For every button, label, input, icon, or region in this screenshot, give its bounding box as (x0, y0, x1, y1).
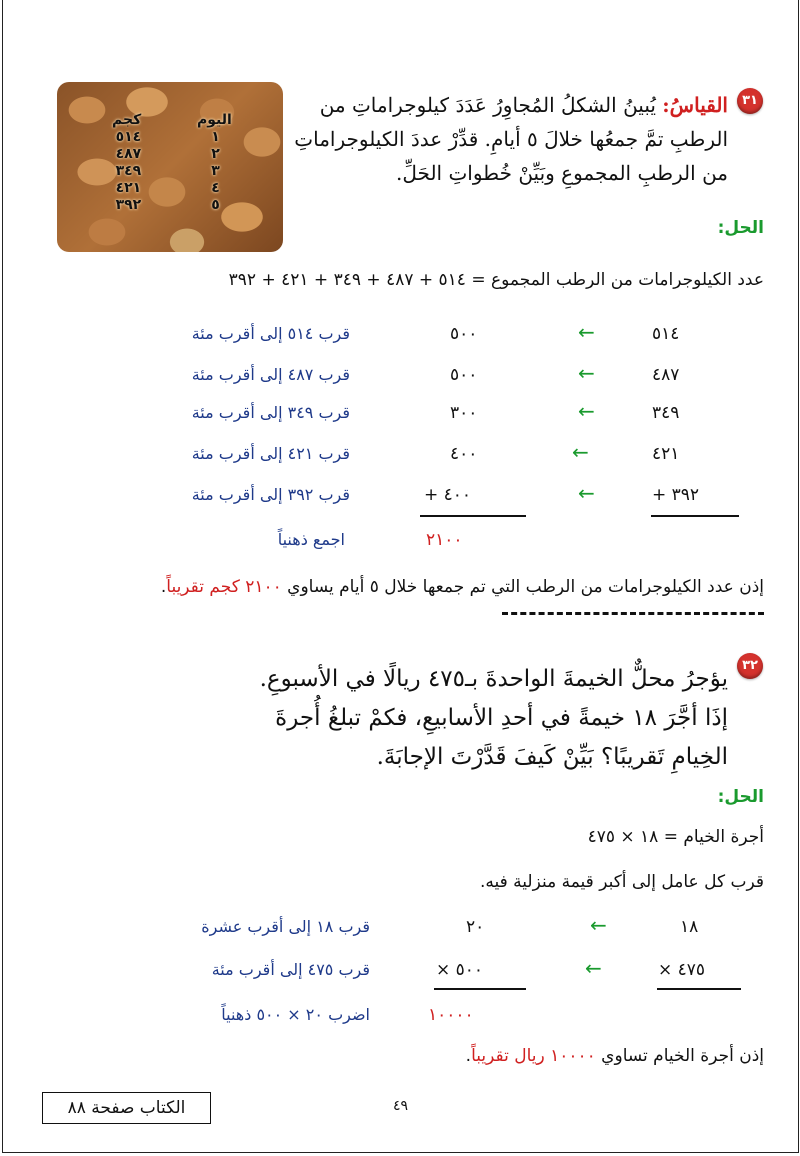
product-note: اضرب ٢٠ × ٥٠٠ ذهنياً (221, 1005, 370, 1024)
rounding-note: قرب ٤٧٥ إلى أقرب مئة (211, 960, 370, 979)
rounding-note: قرب ٥١٤ إلى أقرب مئة (191, 324, 350, 343)
arrow-icon: ← (578, 399, 595, 423)
original-number: ٤٨٧ (652, 365, 680, 385)
conclusion-end: . (160, 577, 167, 597)
rounded-number: ٢٠ (466, 917, 485, 937)
photo-kg-value: ٤٢١ (115, 180, 142, 196)
conclusion-31 (24, 577, 764, 597)
book-reference-box: الكتاب صفحة ٨٨ (42, 1092, 211, 1124)
photo-kg-column (112, 112, 141, 214)
rounding-note: قرب ٣٩٢ إلى أقرب مئة (191, 485, 350, 504)
conclusion-value: ١٠٠٠٠ ريال تقريباً (471, 1046, 596, 1066)
conclusion-value: ٢١٠٠ كجم تقريباً (166, 577, 282, 597)
original-number: ١٨ (680, 917, 699, 937)
original-number: ٤٧٥ × (658, 960, 706, 980)
product-line (657, 988, 741, 990)
sum-line (651, 515, 739, 517)
rounded-number: ٥٠٠ × (436, 960, 484, 980)
product-result: ١٠٠٠٠ (428, 1005, 474, 1025)
arrow-icon: ← (578, 320, 595, 344)
original-number: ٣٤٩ (652, 403, 680, 423)
rounding-note: قرب ٤٨٧ إلى أقرب مئة (191, 365, 350, 384)
sum-line (420, 515, 526, 517)
rounded-number: ٥٠٠ (450, 365, 478, 385)
photo-kg-header: كجم (112, 112, 142, 128)
dates-photo (57, 82, 283, 252)
photo-kg-value: ٣٩٢ (115, 197, 142, 213)
photo-kg-value: ٣٤٩ (115, 163, 142, 179)
photo-day-value: ٣ (211, 163, 220, 179)
arrow-icon: ← (578, 361, 595, 385)
question-31-text (292, 88, 728, 190)
photo-day-column (197, 112, 232, 214)
rounded-number: ٤٠٠ (450, 444, 478, 464)
arrow-icon: ← (572, 440, 589, 464)
sum-note: اجمع ذهنياً (277, 530, 345, 549)
solution-label: الحل: (717, 218, 764, 238)
rounding-note: قرب ٣٤٩ إلى أقرب مئة (191, 403, 350, 422)
photo-day-value: ١ (211, 129, 220, 145)
conclusion-text: إذن أجرة الخيام تساوي (595, 1046, 764, 1066)
rounded-number: ٥٠٠ (450, 324, 478, 344)
solution-label: الحل: (717, 787, 764, 807)
original-number: ٣٩٢ + (652, 485, 700, 505)
photo-day-value: ٥ (211, 197, 220, 213)
photo-day-header: اليوم (197, 112, 232, 128)
photo-kg-value: ٥١٤ (115, 129, 142, 145)
question-number-badge: ٣٢ (737, 653, 763, 679)
rounded-number: ٣٠٠ (450, 403, 478, 423)
sum-result: ٢١٠٠ (426, 530, 463, 550)
conclusion-text: إذن عدد الكيلوجرامات من الرطب التي تم جمعها خلال ٥ أيام يساوي (281, 577, 764, 597)
conclusion-end: . (465, 1046, 472, 1066)
section-divider (502, 612, 764, 615)
rounding-note: قرب ١٨ إلى أقرب عشرة (201, 917, 370, 936)
page-number: ٤٩ (393, 1098, 409, 1114)
rounding-note: قرب ٤٢١ إلى أقرب مئة (191, 444, 350, 463)
arrow-icon: ← (590, 913, 607, 937)
product-line (434, 988, 526, 990)
photo-day-value: ٢ (211, 146, 220, 162)
arrow-icon: ← (578, 481, 595, 505)
original-number: ٥١٤ (652, 324, 680, 344)
question-body: يُبينُ الشكلُ المُجاوِرُ عَدَدَ كيلوجراماتِ من الرطبِ تمَّ جمعُها خلالَ ٥ أيامِ. قدِّرْ عددَ الكيلوجراماتِ من الرطبِ المجموعِ وبَيِّنْ خُطواتِ الحَلِّ. (294, 93, 728, 185)
question-number-badge: ٣١ (737, 88, 763, 114)
question-label: القياسُ: (662, 93, 728, 117)
conclusion-32 (24, 1046, 764, 1066)
original-number: ٤٢١ (652, 444, 680, 464)
photo-day-value: ٤ (211, 180, 220, 196)
rounded-number: ٤٠٠ + (424, 485, 472, 505)
photo-kg-value: ٤٨٧ (115, 146, 142, 162)
sum-equation: عدد الكيلوجرامات من الرطب المجموع = ٥١٤ + ٤٨٧ + ٣٤٩ + ٤٢١ + ٣٩٢ (228, 270, 764, 290)
product-equation: أجرة الخيام = ١٨ × ٤٧٥ (587, 827, 764, 847)
question-32-text: يؤجرُ محلٌّ الخيمةَ الواحدةَ بـ٤٧٥ ريالًا في الأسبوعِ. إذَا أجَّرَ ١٨ خيمةً في أحدِ الأسابيعِ، فكمْ تبلغُ أُجرةَ الخِيامِ تَقريبًا؟ بَيِّنْ كَيفَ قَدَّرْتَ الإجابَةَ. (259, 666, 728, 770)
instruction: قرب كل عامل إلى أكبر قيمة منزلية فيه. (479, 872, 764, 892)
arrow-icon: ← (585, 956, 602, 980)
